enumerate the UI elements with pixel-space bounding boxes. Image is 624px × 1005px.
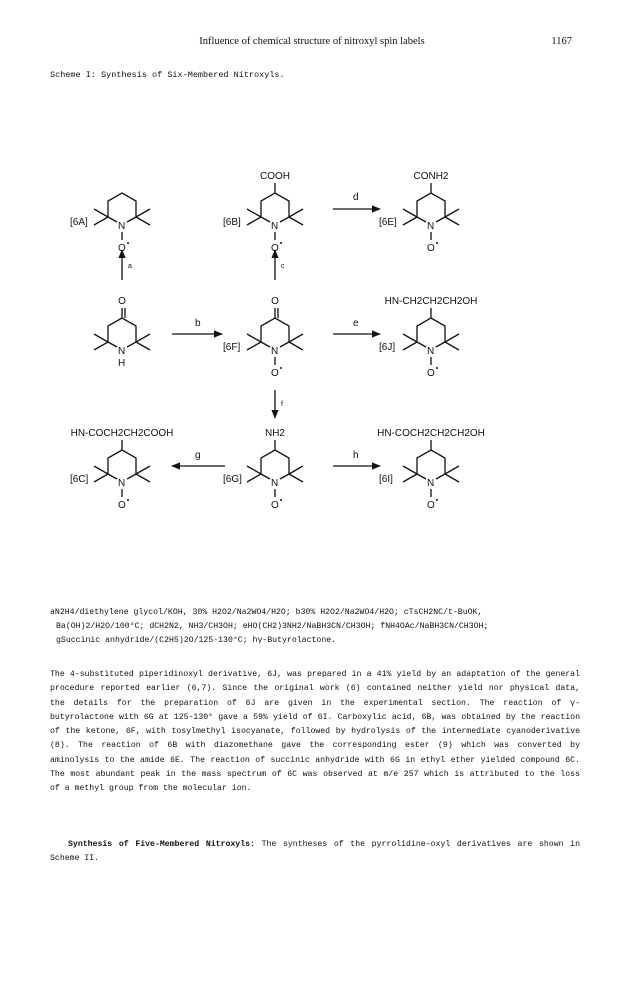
- methyl-bond: [136, 217, 150, 225]
- oxyl-label: O: [427, 500, 435, 511]
- methyl-bond: [289, 466, 303, 474]
- methyl-bond: [289, 474, 303, 482]
- radical-dot: [436, 367, 438, 369]
- page-number: 1167: [551, 36, 572, 47]
- methyl-bond: [136, 466, 150, 474]
- ring-bond: [261, 193, 289, 217]
- methyl-bond: [94, 342, 108, 350]
- nitrogen-label: N: [427, 346, 435, 357]
- ring-bond: [436, 474, 445, 479]
- methyl-bond: [445, 217, 459, 225]
- methyl-bond: [247, 466, 261, 474]
- ring-bond: [108, 474, 117, 479]
- methyl-bond: [445, 209, 459, 217]
- ring-bond: [261, 217, 270, 222]
- methyl-bond: [247, 334, 261, 342]
- body-paragraph-1: [50, 668, 580, 797]
- oxyl-label: O: [427, 243, 435, 254]
- methyl-bond: [136, 334, 150, 342]
- ring-bond: [280, 217, 289, 222]
- radical-dot: [280, 242, 282, 244]
- oxyl-label: O: [118, 500, 126, 511]
- ring-bond: [280, 342, 289, 347]
- reaction-scheme: [0, 140, 624, 520]
- section-heading: Synthesis of Five-Membered Nitroxyls:: [68, 840, 255, 849]
- running-title: Influence of chemical structure of nitroxyl spin labels: [199, 36, 425, 47]
- methyl-bond: [445, 466, 459, 474]
- ring-bond: [108, 450, 136, 474]
- ring-bond: [280, 474, 289, 479]
- methyl-bond: [247, 342, 261, 350]
- ring-bond: [261, 318, 289, 342]
- footnote-line-3: gSuccinic anhydride/(C2H5)2O/125-130°C; hγ-Butyrolactone.: [56, 636, 337, 645]
- methyl-bond: [403, 342, 417, 350]
- ring-bond: [261, 474, 270, 479]
- substituent-label: COOH: [260, 171, 290, 182]
- methyl-bond: [136, 209, 150, 217]
- methyl-bond: [94, 466, 108, 474]
- radical-dot: [280, 367, 282, 369]
- methyl-bond: [289, 209, 303, 217]
- ring-bond: [417, 193, 445, 217]
- paragraph-text: The 4-substituted piperidinoxyl derivative, 6J, was prepared in a 41% yield by an adaptation of the general procedure reported earlier (6,7). Since the original work (6) contained neither yield nor physical data, the details for the preparation of 6J are given in the experimental section. The reaction of γ-butyrolactone with 6G at 125-130° gave a 59% yield of 6I. Carboxylic acid, 6B, was obtained by the reaction of the ketone, 6F, with tosylmethyl isocyanate, followed by hydrolysis of the intermediate cyanoderivative (8). The reaction of 6B with diazomethane gave the corresponding ester (9) which was converted by aminolysis to the amide 6E. The reaction of succinic anhydride with 6G in ethyl ether yielded compound 6C. The most abundant peak in the mass spectrum of 6C was observed at m/e 257 which is attributed to the loss of a methyl group from the molecular ion.: [50, 670, 580, 794]
- methyl-bond: [94, 217, 108, 225]
- ring-bond: [127, 342, 136, 347]
- oxyl-label: O: [271, 500, 279, 511]
- radical-dot: [127, 499, 129, 501]
- oxyl-label: O: [118, 243, 126, 254]
- substituent-label: HN-COCH2CH2CH2OH: [377, 428, 485, 439]
- substituent-label: NH2: [264, 428, 286, 439]
- arrows: [122, 192, 380, 466]
- nitrogen-label: N: [271, 346, 279, 357]
- ring-bond: [436, 217, 445, 222]
- arrow-a-label: a: [128, 263, 132, 270]
- methyl-bond: [403, 217, 417, 225]
- nitrogen-label: N: [271, 478, 279, 489]
- compound-id: [6G]: [223, 474, 242, 485]
- radical-dot: [280, 499, 282, 501]
- nitrogen-label: N: [118, 221, 126, 232]
- molecule: [223, 428, 303, 511]
- methyl-bond: [94, 334, 108, 342]
- arrow-b-label: b: [195, 318, 201, 329]
- arrow-e-label: e: [353, 318, 359, 329]
- compound-id: [6B]: [223, 217, 241, 228]
- ring-bond: [417, 342, 426, 347]
- molecule: [379, 171, 459, 254]
- compound-id: [6A]: [70, 217, 88, 228]
- substituent-label: HN-CH2CH2CH2OH: [384, 296, 478, 307]
- substituent-label: O: [118, 296, 126, 307]
- methyl-bond: [445, 474, 459, 482]
- oxyl-label: O: [271, 368, 279, 379]
- nitrogen-label: N: [118, 346, 126, 357]
- arrow-g-label: g: [195, 450, 201, 461]
- body-paragraph-2: [50, 838, 580, 867]
- methyl-bond: [289, 342, 303, 350]
- footnote-line-1: aN2H4/diethylene glycol/KOH, 30% H2O2/Na2WO4/H2O; b30% H2O2/Na2WO4/H2O; cTsCH2NC/t-BuOK,: [50, 608, 483, 617]
- ring-bond: [417, 318, 445, 342]
- ring-bond: [436, 342, 445, 347]
- molecule: [223, 296, 303, 379]
- ring-bond: [261, 342, 270, 347]
- ring-bond: [108, 342, 117, 347]
- methyl-bond: [247, 474, 261, 482]
- substituent-label: CONH2: [413, 171, 449, 182]
- methyl-bond: [445, 334, 459, 342]
- compound-id: [6J]: [379, 342, 396, 353]
- arrow-f-label: f: [281, 401, 283, 408]
- nitrogen-label: N: [427, 478, 435, 489]
- nitrogen-label: N: [118, 478, 126, 489]
- arrow-c-label: c: [281, 263, 285, 270]
- methyl-bond: [445, 342, 459, 350]
- nitrogen-label: N: [271, 221, 279, 232]
- ring-bond: [127, 474, 136, 479]
- oxyl-label: O: [427, 368, 435, 379]
- ring-bond: [108, 193, 136, 217]
- methyl-bond: [289, 217, 303, 225]
- ring-bond: [261, 450, 289, 474]
- compound-id: [6C]: [70, 474, 89, 485]
- ring-bond: [417, 217, 426, 222]
- compound-id: [6F]: [223, 342, 241, 353]
- methyl-bond: [289, 334, 303, 342]
- scheme-caption: Scheme I: Synthesis of Six-Membered Nitroxyls.: [50, 70, 285, 80]
- methyl-bond: [136, 342, 150, 350]
- methyl-bond: [247, 209, 261, 217]
- compound-id: [6I]: [379, 474, 393, 485]
- methyl-bond: [403, 209, 417, 217]
- arrow-h-label: h: [353, 450, 359, 461]
- methyl-bond: [94, 474, 108, 482]
- radical-dot: [436, 499, 438, 501]
- arrow-d-label: d: [353, 192, 359, 203]
- methyl-bond: [94, 209, 108, 217]
- ring-bond: [108, 318, 136, 342]
- oxyl-label: O: [271, 243, 279, 254]
- molecule: [379, 296, 477, 379]
- methyl-bond: [136, 474, 150, 482]
- ring-bond: [417, 474, 426, 479]
- methyl-bond: [403, 466, 417, 474]
- substituent-label: HN-COCH2CH2COOH: [70, 428, 174, 439]
- hydrogen-label: H: [118, 358, 126, 369]
- ring-bond: [108, 217, 117, 222]
- molecule: [377, 428, 485, 511]
- molecule: [70, 428, 173, 511]
- ring-bond: [417, 450, 445, 474]
- nitrogen-label: N: [427, 221, 435, 232]
- molecule: [94, 296, 150, 369]
- methyl-bond: [403, 334, 417, 342]
- paragraph-text: The syntheses of the pyrrolidine-oxyl derivatives are shown in Scheme II.: [50, 840, 580, 864]
- substituent-label: O: [271, 296, 279, 307]
- methyl-bond: [247, 217, 261, 225]
- compound-id: [6E]: [379, 217, 397, 228]
- radical-dot: [127, 242, 129, 244]
- molecule: [70, 193, 150, 254]
- radical-dot: [436, 242, 438, 244]
- methyl-bond: [403, 474, 417, 482]
- molecule: [223, 171, 303, 254]
- ring-bond: [127, 217, 136, 222]
- footnote-line-2: Ba(OH)2/H2O/100°C; dCH2N2, NH3/CH3OH; eHO(CH2)3NH2/NaBH3CN/CH3OH; fNH4OAc/NaBH3CN/CH3OH;: [56, 622, 489, 631]
